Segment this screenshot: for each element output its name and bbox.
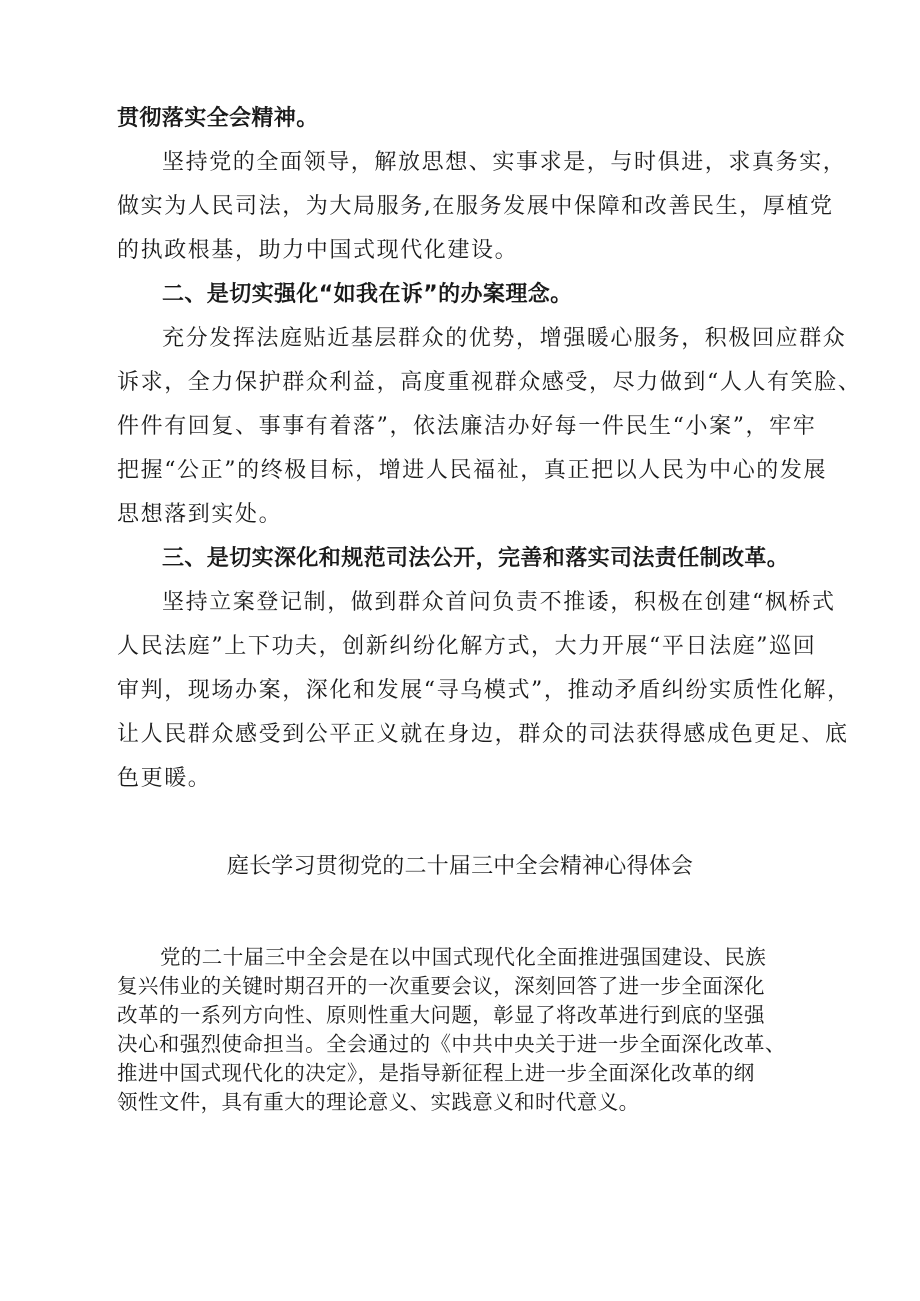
section-two-paragraph-line: 件件有回复、事事有着落”，依法廉洁办好每一件民生“小案”，牢牢 (117, 414, 817, 439)
article-paragraph-line: 推进中国式现代化的决定》，是指导新征程上进一步全面深化改革的纲 (117, 1061, 755, 1085)
section-three-paragraph-line: 色更暖。 (117, 766, 212, 791)
section-three-paragraph-line: 让人民群众感受到公平正义就在身边，群众的司法获得感成色更足、底 (117, 722, 849, 747)
section-two-paragraph-line: 充分发挥法庭贴近基层群众的优势，增强暖心服务，积极回应群众 (162, 326, 847, 351)
article-paragraph-line: 领性文件，具有重大的理论意义、实践意义和时代意义。 (117, 1090, 640, 1114)
section-two-paragraph-line: 诉求，全力保护群众利益，高度重视群众感受，尽力做到“人人有笑脸、 (117, 370, 862, 395)
section-one-paragraph-line: 做实为人民司法，为大局服务,在服务发展中保障和改善民生，厚植党 (117, 194, 834, 219)
section-three-paragraph-line: 审判，现场办案，深化和发展“寻乌模式”，推动矛盾纠纷实质性化解， (117, 678, 851, 703)
section-three-heading: 三、是切实深化和规范司法公开，完善和落实司法责任制改革。 (162, 546, 790, 571)
article-paragraph-line: 改革的一系列方向性、原则性重大问题，彰显了将改革进行到底的坚强 (117, 1003, 765, 1027)
section-one-heading-continued: 贯彻落实全会精神。 (117, 106, 319, 131)
section-three-paragraph-line: 坚持立案登记制，做到群众首问负责不推诿，积极在创建“枫桥式 (162, 590, 836, 615)
article-paragraph-line: 党的二十届三中全会是在以中国式现代化全面推进强国建设、民族 (160, 945, 767, 969)
section-two-paragraph-line: 思想落到实处。 (117, 502, 283, 527)
article-paragraph-line: 决心和强烈使命担当。全会通过的《中共中央关于进一步全面深化改革、 (117, 1032, 786, 1056)
article-paragraph-line: 复兴伟业的关键时期召开的一次重要会议，深刻回答了进一步全面深化 (117, 974, 765, 998)
section-two-paragraph-line: 把握“公正”的终极目标，增进人民福祉，真正把以人民为中心的发展 (117, 458, 828, 483)
section-one-paragraph-line: 坚持党的全面领导，解放思想、实事求是，与时俱进，求真务实， (162, 150, 847, 175)
article-title: 庭长学习贯彻党的二十届三中全会精神心得体会 (226, 854, 694, 879)
section-one-paragraph-line: 的执政根基，助力中国式现代化建设。 (117, 238, 519, 263)
section-three-paragraph-line: 人民法庭”上下功夫，创新纠纷化解方式，大力开展“平日法庭”巡回 (117, 634, 817, 659)
section-two-heading: 二、是切实强化“如我在诉”的办案理念。 (162, 282, 573, 307)
